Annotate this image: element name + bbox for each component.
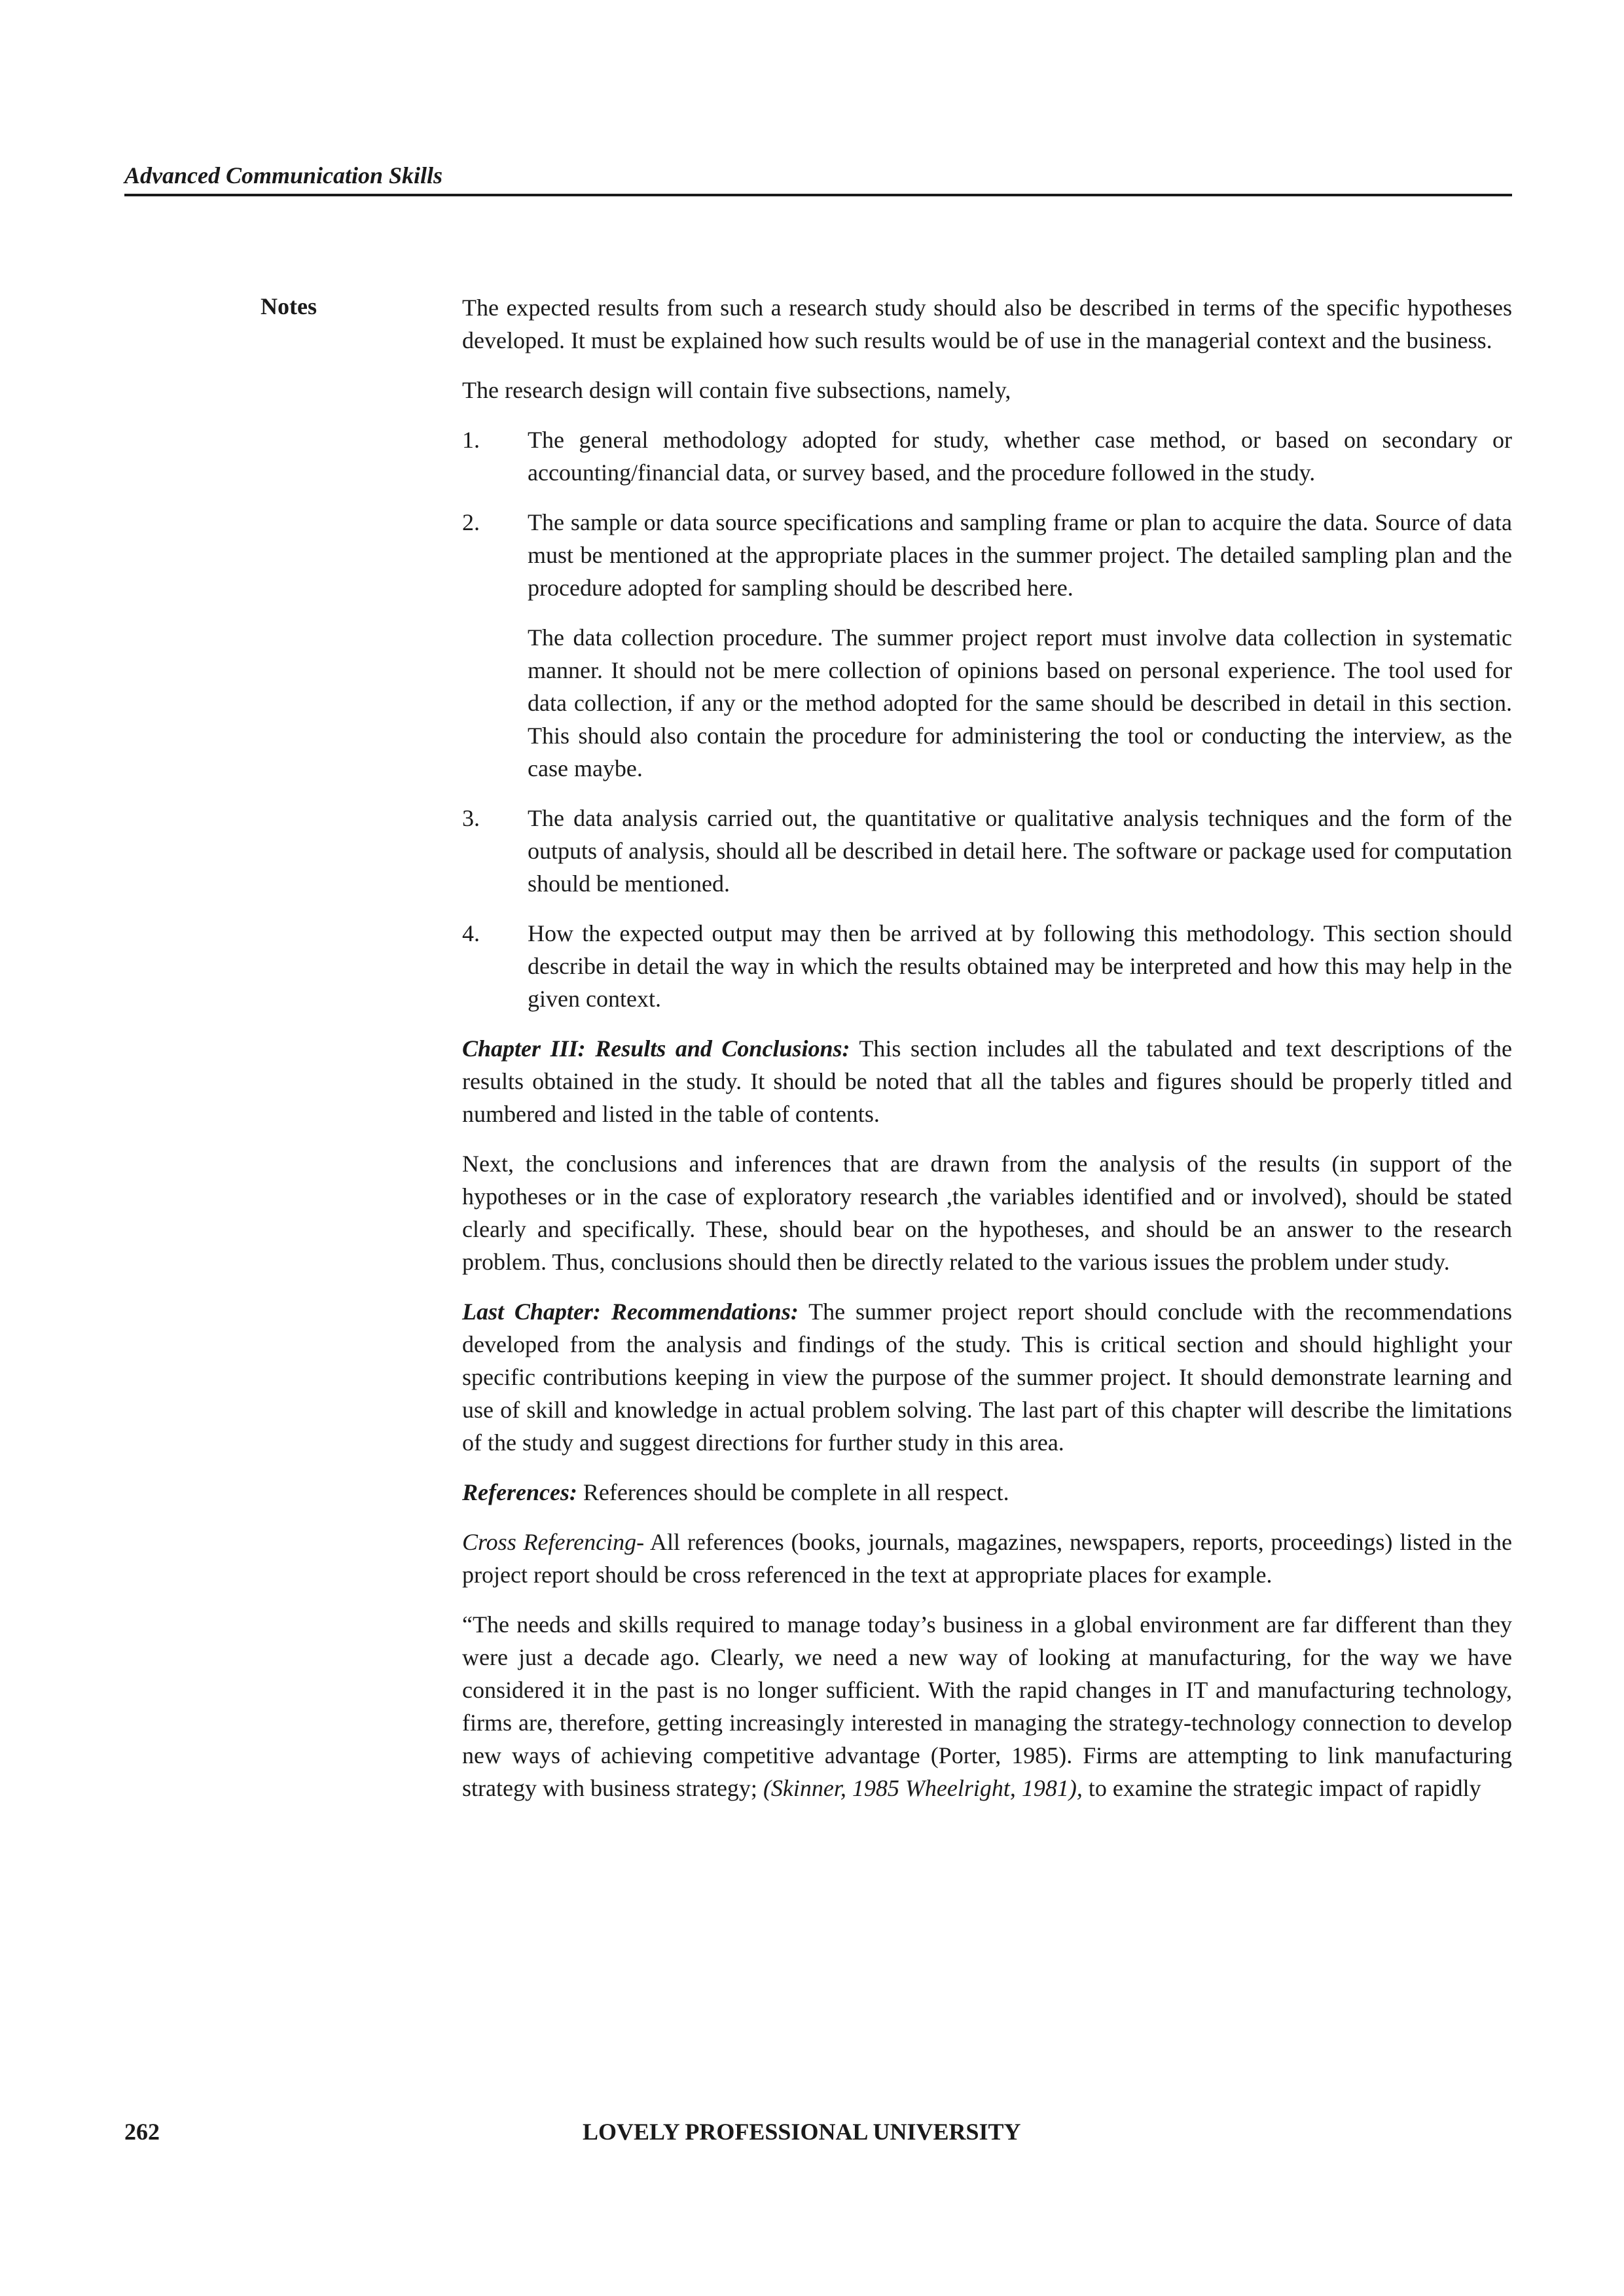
footer-university: LOVELY PROFESSIONAL UNIVERSITY [583, 2119, 1021, 2145]
paragraph-expected-results: The expected results from such a research study should also be described in terms of the specific hypotheses developed. It must be explained how such results would be of use in the managerial context and the business. [462, 295, 1512, 353]
paragraph-cross-referencing [462, 1526, 1512, 1591]
list-item [462, 423, 1512, 489]
paragraph-references [462, 1476, 1512, 1509]
list-item-text: The data analysis carried out, the quantitative or qualitative analysis techniques and the form of the outputs of analysis, should all be described in detail here. The software or package used for computation should be mentioned. [528, 805, 1512, 897]
list-item-text: How the expected output may then be arrived at by following this methodology. This section should describe in detail the way in which the results obtained may be interpreted and how this may help in the given context. [528, 920, 1512, 1012]
list-item [462, 802, 1512, 900]
quote-text: “The needs and skills required to manage today’s business in a global environment are far different than they were just a decade ago. Clearly, we need a new way of looking at manufacturing, for the way we have considered it in the past is no longer sufficient. With the rapid changes in IT and manufacturing technology, firms are, therefore, getting increasingly interested in managing the strategy-technology connection to develop new ways of achieving competitive advantage (Porter, 1985). Firms are attempting to link manufacturing strategy with business strategy; [462, 1611, 1512, 1801]
cross-referencing-heading: Cross Referencing- [462, 1529, 645, 1555]
paragraph-last-chapter [462, 1295, 1512, 1459]
running-header [124, 161, 1512, 196]
list-item-number: 2. [462, 509, 480, 535]
chapter-3-text: This section includes all the tabulated and text descriptions of the results obtained in the study. It should be noted that all the tables and figures should be properly titled and numbered and listed in the table of contents. [462, 1035, 1512, 1127]
last-chapter-heading: Last Chapter: Recommendations: [462, 1299, 799, 1325]
quote-citation: (Skinner, 1985 Wheelright, 1981), [763, 1775, 1083, 1801]
list-item-number: 1. [462, 427, 480, 453]
list-item-text: The general methodology adopted for study, whether case method, or based on secondary or accounting/financial data, or survey based, and the procedure followed in the study. [528, 427, 1512, 486]
paragraph-quote [462, 1608, 1512, 1804]
quote-text-continued: to examine the strategic impact of rapidly [1082, 1775, 1481, 1801]
running-title: Advanced Communication Skills [124, 162, 443, 188]
references-text: References should be complete in all respect. [577, 1479, 1009, 1505]
notes-margin-label: Notes [261, 293, 317, 319]
paragraph-chapter-3 [462, 1032, 1512, 1130]
list-item [462, 506, 1512, 604]
last-chapter-text: The summer project report should conclude with the recommendations developed from the analysis and findings of the study. This is critical section and should highlight your specific contributions keeping in view the purpose of the summer project. It should demonstrate learning and use of skill and knowledge in actual problem solving. The last part of this chapter will describe the limitations of the study and suggest directions for further study in this area. [462, 1299, 1513, 1456]
paragraph-data-collection: The data collection procedure. The summer project report must involve data collection in systematic manner. It should not be mere collection of opinions based on personal experience. The tool used for data collection, if any or the method adopted for the same should be described in detail in this section. This should also contain the procedure for administering the tool or conducting the interview, as the case maybe. [528, 624, 1512, 781]
page-number: 262 [124, 2119, 160, 2145]
list-item-text: The sample or data source specifications and sampling frame or plan to acquire the data. Source of data must be mentioned at the appropriate places in the summer project. The detailed sampling plan and the procedure adopted for sampling should be described here. [528, 509, 1512, 601]
paragraph-conclusions: Next, the conclusions and inferences that are drawn from the analysis of the results (in support of the hypotheses or in the case of exploratory research ,the variables identified and or involved), should be stated clearly and specifically. These, should bear on the hypotheses, and should be an answer to the research problem. Thus, conclusions should then be directly related to the various issues the problem under study. [462, 1151, 1512, 1275]
body-text [462, 291, 1512, 1821]
list-item [462, 917, 1512, 1015]
list-item-number: 3. [462, 805, 480, 831]
list-item-number: 4. [462, 920, 480, 946]
cross-referencing-text: All references (books, journals, magazines, newspapers, reports, proceedings) listed in the project report should be cross referenced in the text at appropriate places for example. [462, 1529, 1512, 1588]
paragraph-research-design: The research design will contain five subsections, namely, [462, 377, 1011, 403]
references-heading: References: [462, 1479, 577, 1505]
chapter-3-heading: Chapter III: Results and Conclusions: [462, 1035, 850, 1062]
